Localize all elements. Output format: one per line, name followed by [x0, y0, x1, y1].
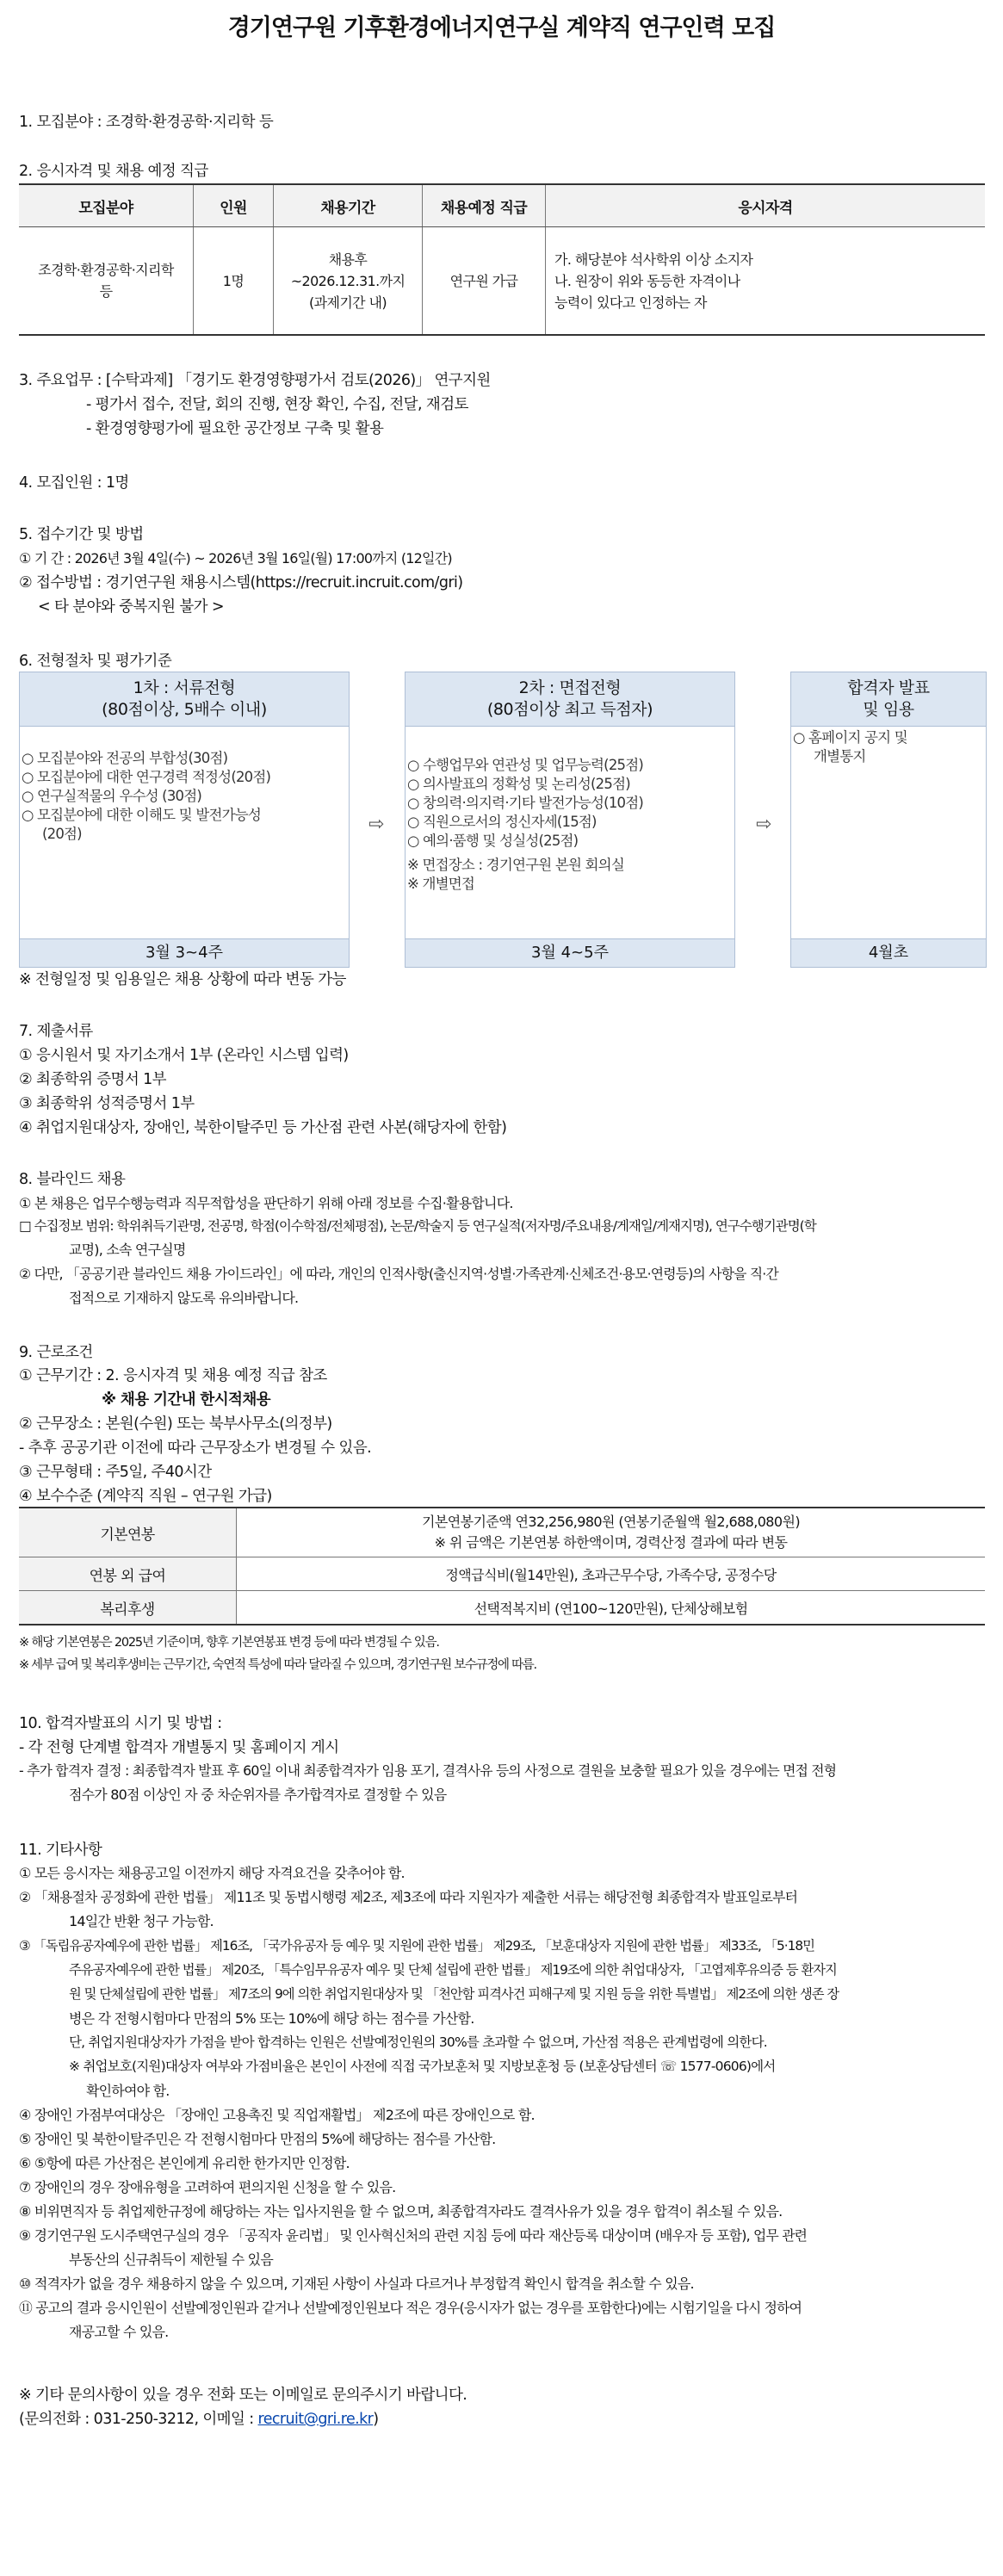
- misc-item: ⑪ 공고의 결과 응시인원이 선발예정인원과 같거나 선발예정인원보다 적은 경우(응시자가 없는 경우를 포함한다)에는 시험기일을 다시 정하여: [19, 2300, 802, 2316]
- work-condition: ④ 보수수준 (계약직 직원 – 연구원 가급): [19, 1488, 272, 1505]
- criteria-item: ○ 예의·품행 및 성실성(25점): [407, 833, 579, 849]
- misc-item: ⑤ 장애인 및 북한이탈주민은 각 전형시험마다 만점의 5%에 해당하는 점수를 가산함.: [19, 2131, 496, 2147]
- misc-item: ④ 장애인 가점부여대상은 「장애인 고용촉진 및 직업재활법」 제2조에 따른 장애인으로 함.: [19, 2107, 535, 2123]
- section-6-heading: 6. 전형절차 및 평가기준: [19, 653, 172, 670]
- section-1-field: 1. 모집분야 : 조경학·환경공학·지리학 등: [19, 114, 274, 131]
- contact-prefix: (문의전화 : 031-250-3212, 이메일 :: [19, 2411, 258, 2428]
- section-4-headcount: 4. 모집인원 : 1명: [19, 474, 129, 492]
- misc-item: ⑧ 비위면직자 등 취업제한규정에 해당하는 자는 입사지원을 할 수 없으며, 최종합격자라도 결격사유가 있을 경우 합격이 취소될 수 있음.: [19, 2203, 783, 2220]
- criteria-note: ※ 면접장소 : 경기연구원 본원 회의실: [407, 857, 624, 873]
- salary-key: 기본연봉: [19, 1508, 237, 1557]
- stage-schedule: 3월 4~5주: [406, 938, 734, 967]
- stage-criteria: [20, 727, 349, 852]
- stage-title: 1차 : 서류전형 (80점이상, 5배수 이내): [20, 672, 349, 727]
- cell-field: 조경학·환경공학·지리학 등: [19, 227, 194, 336]
- col-header-qualification: 응시자격: [546, 184, 986, 227]
- page-title: 경기연구원 기후환경에너지연구실 계약직 연구인력 모집: [227, 15, 776, 41]
- cell-period: 채용후 ~2026.12.31.까지 (과제기간 내): [274, 227, 423, 336]
- criteria-item: ○ 홈페이지 공지 및: [793, 729, 907, 746]
- document-item: ① 응시원서 및 자기소개서 1부 (온라인 시스템 입력): [19, 1047, 349, 1064]
- table-row: [19, 1557, 985, 1591]
- criteria-item: ○ 모집분야와 전공의 부합성(30점): [22, 750, 228, 766]
- misc-item-cont: 병은 각 전형시험마다 만점의 5% 또는 10%에 해당 하는 점수를 가산함.: [69, 2010, 474, 2027]
- criteria-item: ○ 모집분야에 대한 연구경력 적정성(20점): [22, 769, 271, 785]
- qualification-table: [19, 183, 985, 336]
- work-condition: ② 근무장소 : 본원(수원) 또는 북부사무소(의정부): [19, 1415, 332, 1433]
- blind-item: ② 다만, 「공공기관 블라인드 채용 가이드라인」에 따라, 개인의 인적사항(출신지역·성별·가족관계·신체조건·용모·연령등)의 사항을 직·간: [19, 1266, 778, 1282]
- cell-count: 1명: [194, 227, 274, 336]
- table-row: [19, 1591, 985, 1625]
- section-3-duties: 3. 주요업무 : [수탁과제] 「경기도 환경영향평가서 검토(2026)」 연구지원: [19, 372, 491, 389]
- misc-item: ① 모든 응시자는 채용공고일 이전까지 해당 자격요건을 갖추어야 함.: [19, 1865, 405, 1881]
- criteria-item: ○ 직원으로서의 정신자세(15점): [407, 814, 597, 830]
- temporary-notice: ※ 채용 기간내 한시적채용: [102, 1391, 270, 1409]
- stage-interview: [405, 672, 735, 968]
- criteria-item: ○ 의사발표의 정확성 및 논리성(25점): [407, 776, 630, 792]
- misc-item-cont: 단, 취업지원대상자가 가점을 받아 합격하는 인원은 선발예정인원의 30%를 초과할 수 없으며, 가산점 적용은 관계법령에 의한다.: [69, 2034, 767, 2050]
- salary-note: ※ 해당 기본연봉은 2025년 기준이며, 향후 기본연봉표 변경 등에 따라 변경될 수 있음.: [19, 1636, 439, 1650]
- blind-item-cont: 접적으로 기재하지 않도록 유의바랍니다.: [69, 1290, 299, 1306]
- cell-rank: 연구원 가급: [423, 227, 546, 336]
- col-header-field: 모집분야: [19, 184, 194, 227]
- section-5-heading: 5. 접수기간 및 방법: [19, 526, 144, 543]
- application-period: ① 기 간 : 2026년 3월 4일(수) ~ 2026년 3월 16일(월) 17:00까지 (12일간): [19, 550, 452, 567]
- application-method: ② 접수방법 : 경기연구원 채용시스템(https://recruit.incruit.com/gri): [19, 574, 463, 591]
- stage-schedule: 4월초: [791, 938, 986, 967]
- duty-item: - 평가서 접수, 전달, 회의 진행, 현장 확인, 수집, 전달, 재검토: [86, 396, 468, 413]
- misc-item-cont: 원 및 단체설립에 관한 법률」 제7조의 9에 의한 취업지원대상자 및 「천안함 피격사건 피해구제 및 지원 등을 위한 특별법」 제2조에 의한 생존 장: [69, 1986, 839, 2002]
- stage-schedule: 3월 3~4주: [20, 938, 349, 967]
- misc-item: ③ 「독립유공자예우에 관한 법률」 제16조, 「국가유공자 등 예우 및 지원에 관한 법률」 제29조, 「보훈대상자 지원에 관한 법률」 제33조, 「5·18민: [19, 1938, 814, 1954]
- criteria-item: ○ 창의력·의지력·기타 발전가능성(10점): [407, 795, 643, 811]
- arrow-icon: ⇨: [756, 814, 772, 835]
- misc-item: ⑥ ⑤항에 따른 가산점은 본인에게 유리한 한가지만 인정함.: [19, 2155, 350, 2171]
- contact-suffix: ): [373, 2411, 379, 2428]
- work-condition: ③ 근무형태 : 주5일, 주40시간: [19, 1464, 212, 1481]
- section-10-heading: 10. 합격자발표의 시기 및 방법 :: [19, 1715, 222, 1732]
- table-row: [19, 227, 985, 336]
- misc-item: ⑩ 적격자가 없을 경우 채용하지 않을 수 있으며, 기재된 사항이 사실과 다르거나 부정합격 확인시 합격을 취소할 수 있음.: [19, 2276, 694, 2292]
- section-7-heading: 7. 제출서류: [19, 1023, 93, 1040]
- arrow-icon: ⇨: [368, 814, 385, 835]
- misc-item-cont: 14일간 반환 청구 가능함.: [69, 1913, 214, 1929]
- announcement-item: - 추가 합격자 결정 : 최종합격자 발표 후 60일 이내 최종합격자가 임용 포기, 결격사유 등의 사정으로 결원을 보충할 필요가 있을 경우에는 면접 전형: [19, 1762, 837, 1779]
- document-item: ② 최종학위 증명서 1부: [19, 1071, 166, 1088]
- salary-key: 복리후생: [19, 1591, 237, 1625]
- cell-qualification: 가. 해당분야 석사학위 이상 소지자 나. 원장이 위와 동등한 자격이나 능력이 있다고 인정하는 자: [546, 227, 986, 336]
- announcement-item: - 각 전형 단계별 합격자 개별통지 및 홈페이지 게시: [19, 1739, 339, 1756]
- misc-item-cont: 재공고할 수 있음.: [69, 2324, 169, 2340]
- stage-announcement: [790, 672, 987, 968]
- blind-item: □ 수집정보 범위: 학위취득기관명, 전공명, 학점(이수학점/전체평점), 논문/학술지 등 연구실적(저자명/주요내용/게재일/게재지명), 연구수행기관명(학: [19, 1218, 816, 1234]
- document-item: ③ 최종학위 성적증명서 1부: [19, 1095, 195, 1112]
- misc-item-cont: 확인하여야 함.: [86, 2083, 170, 2099]
- section-8-heading: 8. 블라인드 채용: [19, 1171, 126, 1188]
- email-link[interactable]: recruit@gri.re.kr: [257, 2411, 374, 2428]
- stage-criteria: [406, 727, 734, 902]
- salary-value: 정액급식비(월14만원), 초과근무수당, 가족수당, 공정수당: [237, 1557, 986, 1591]
- salary-note: ※ 세부 급여 및 복리후생비는 근무기간, 숙연적 특성에 따라 달라질 수 있으며, 경기연구원 보수규정에 따름.: [19, 1658, 536, 1672]
- criteria-item: ○ 연구실적물의 우수성 (30점): [22, 788, 201, 804]
- criteria-item: ○ 모집분야에 대한 이해도 및 발전가능성: [22, 807, 262, 823]
- contact-info: [19, 2407, 378, 2429]
- criteria-note: ※ 개별면접: [407, 876, 475, 892]
- duty-item: - 환경영향평가에 필요한 공간정보 구축 및 활용: [86, 420, 384, 437]
- misc-item-cont: 부동산의 신규취득이 제한될 수 있음: [69, 2251, 273, 2268]
- col-header-count: 인원: [194, 184, 274, 227]
- criteria-item: (20점): [42, 826, 82, 842]
- criteria-item: 개별통지: [814, 748, 866, 765]
- blind-item: ① 본 채용은 업무수행능력과 직무적합성을 판단하기 위해 아래 정보를 수집·활용합니다.: [19, 1195, 513, 1211]
- misc-item: ⑦ 장애인의 경우 장애유형을 고려하여 편의지원 신청을 할 수 있음.: [19, 2179, 396, 2195]
- stage-document-screening: [19, 672, 350, 968]
- table-header-row: [19, 184, 985, 227]
- section-11-heading: 11. 기타사항: [19, 1842, 102, 1859]
- blind-item-cont: 교명), 소속 연구실명: [69, 1242, 186, 1258]
- section-9-heading: 9. 근로조건: [19, 1344, 93, 1361]
- misc-item-cont: 주유공자예우에 관한 법률」 제20조, 「특수임무유공자 예우 및 단체 설립에 관한 법률」 제19조에 의한 취업대상자, 「고엽제후유의증 등 환자지: [69, 1962, 837, 1978]
- duplicate-notice: < 타 분야와 중복지원 불가 >: [38, 598, 224, 616]
- document-item: ④ 취업지원대상자, 장애인, 북한이탈주민 등 가산점 관련 사본(해당자에 한함): [19, 1119, 507, 1136]
- work-condition: - 추후 공공기관 이전에 따라 근무장소가 변경될 수 있음.: [19, 1440, 372, 1457]
- salary-value: 선택적복지비 (연100~120만원), 단체상해보험: [237, 1591, 986, 1625]
- table-row: [19, 1508, 985, 1557]
- schedule-note: ※ 전형일정 및 임용일은 채용 상황에 따라 변동 가능: [19, 971, 346, 988]
- criteria-item: ○ 수행업무와 연관성 및 업무능력(25점): [407, 757, 643, 773]
- contact-note: ※ 기타 문의사항이 있을 경우 전화 또는 이메일로 문의주시기 바랍니다.: [19, 2387, 467, 2404]
- stage-title: 합격자 발표 및 임용: [791, 672, 986, 727]
- stage-title: 2차 : 면접전형 (80점이상 최고 득점자): [406, 672, 734, 727]
- col-header-rank: 채용예정 직급: [423, 184, 546, 227]
- work-condition: ① 근무기간 : 2. 응시자격 및 채용 예정 직급 참조: [19, 1367, 327, 1384]
- misc-item: ② 「채용절차 공정화에 관한 법률」 제11조 및 동법시행령 제2조, 제3조에 따라 지원자가 제출한 서류는 해당전형 최종합격자 발표일로부터: [19, 1889, 798, 1905]
- misc-item: ⑨ 경기연구원 도시주택연구실의 경우 「공직자 윤리법」 및 인사혁신처의 관련 지침 등에 따라 재산등록 대상이며 (배우자 등 포함), 업무 관련: [19, 2227, 808, 2244]
- section-2-heading: 2. 응시자격 및 채용 예정 직급: [19, 163, 208, 180]
- salary-value: 기본연봉기준액 연32,256,980원 (연봉기준월액 월2,688,080원) ※ 위 금액은 기본연봉 하한액이며, 경력산정 결과에 따라 변동: [237, 1508, 986, 1557]
- misc-item-cont: ※ 취업보호(지원)대상자 여부와 가점비율은 본인이 사전에 직접 국가보훈처 및 지방보훈청 등 (보훈상담센터 ☏ 1577-0606)에서: [69, 2059, 776, 2074]
- stage-criteria: [791, 727, 986, 775]
- col-header-period: 채용기간: [274, 184, 423, 227]
- announcement-item-cont: 점수가 80점 이상인 자 중 차순위자를 추가합격자로 결정할 수 있음: [69, 1786, 447, 1803]
- salary-table: [19, 1507, 985, 1625]
- salary-key: 연봉 외 급여: [19, 1557, 237, 1591]
